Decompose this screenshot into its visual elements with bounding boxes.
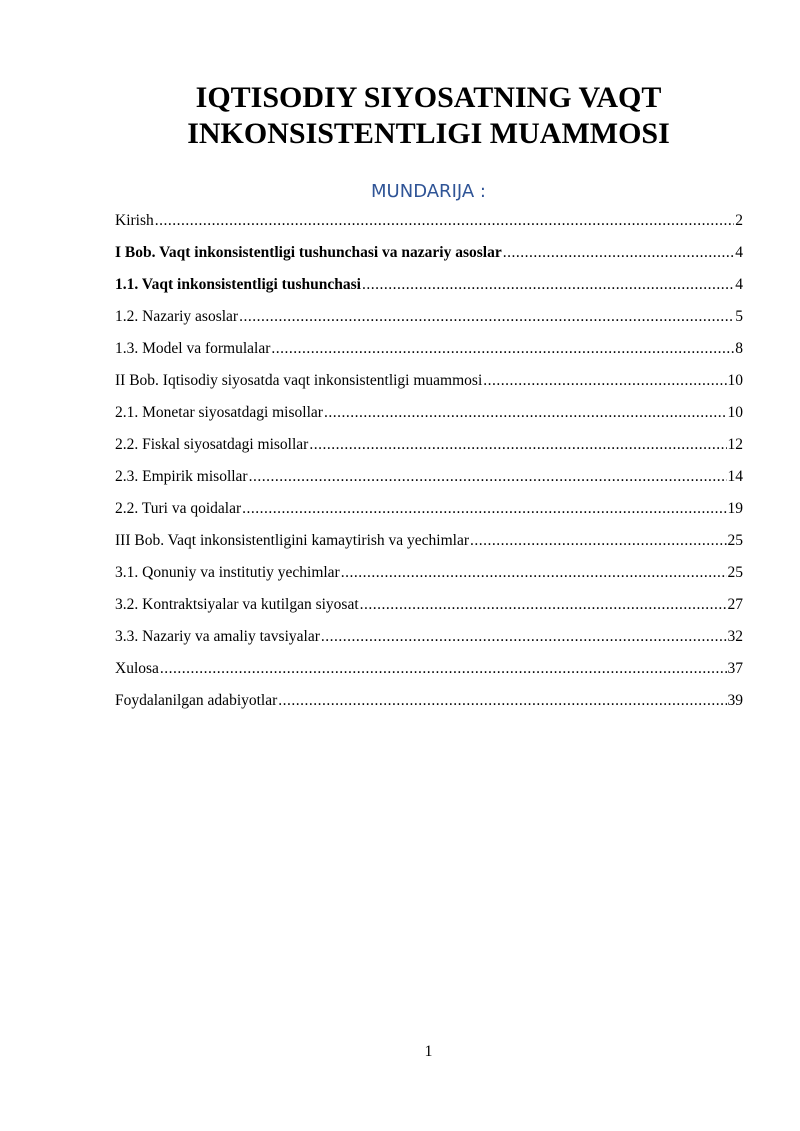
toc-dot-leader <box>503 239 735 267</box>
toc-entry[interactable] <box>115 655 743 687</box>
toc-entry-label: 2.2. Turi va qoidalar <box>115 500 242 517</box>
toc-entry-label: II Bob. Iqtisodiy siyosatda vaqt inkonsistentligi muammosi <box>115 372 483 389</box>
toc-dot-leader <box>360 591 727 619</box>
toc-dot-leader <box>271 335 734 363</box>
toc-entry-label: I Bob. Vaqt inkonsistentligi tushunchasi va nazariy asoslar <box>115 244 502 261</box>
toc-entry[interactable] <box>115 463 743 495</box>
toc-entry-label: 2.3. Empirik misollar <box>115 468 248 485</box>
toc-entry-label: 1.2. Nazariy asoslar <box>115 308 239 325</box>
toc-dot-leader <box>470 527 726 555</box>
toc-dot-leader <box>321 623 727 651</box>
toc-entry-page: 37 <box>727 660 743 677</box>
toc-entry-label: Xulosa <box>115 660 159 677</box>
page-number: 1 <box>424 1043 433 1060</box>
title-line-2: INKONSISTENTLIGI MUAMMOSI <box>187 117 670 150</box>
title-line-1: IQTISODIY SIYOSATNING VAQT <box>195 81 662 114</box>
toc-entry-page: 32 <box>727 628 743 645</box>
toc-entry[interactable] <box>115 207 743 239</box>
toc-entry-page: 4 <box>735 244 743 261</box>
toc-entry-label: Kirish <box>115 212 154 229</box>
toc-entry[interactable] <box>115 527 743 559</box>
toc-entry-label: 1.1. Vaqt inkonsistentligi tushunchasi <box>115 276 361 293</box>
toc-entry-page: 25 <box>727 564 743 581</box>
toc-entry-label: 3.1. Qonuniy va institutiy yechimlar <box>115 564 340 581</box>
toc-entry-page: 10 <box>727 404 743 421</box>
toc-dot-leader <box>242 495 726 523</box>
toc-entry-page: 14 <box>727 468 743 485</box>
toc-entry-label: Foydalanilgan adabiyotlar <box>115 692 278 709</box>
document-title <box>115 80 742 152</box>
toc-dot-leader <box>341 559 727 587</box>
toc-dot-leader <box>249 463 727 491</box>
toc-entry-page: 12 <box>727 436 743 453</box>
toc-dot-leader <box>324 399 727 427</box>
toc-entry-label: III Bob. Vaqt inkonsistentligini kamaytirish va yechimlar <box>115 532 470 549</box>
toc-dot-leader <box>309 431 726 459</box>
toc-entry-page: 10 <box>727 372 743 389</box>
toc-dot-leader <box>483 367 726 395</box>
toc-entry[interactable] <box>115 239 743 271</box>
toc-entry-label: 2.1. Monetar siyosatdagi misollar <box>115 404 323 421</box>
toc-entry[interactable] <box>115 623 743 655</box>
toc-entry-label: 1.3. Model va formulalar <box>115 340 271 357</box>
toc-entry-page: 4 <box>735 276 743 293</box>
toc-entry-page: 2 <box>735 212 743 229</box>
toc-entry-label: 2.2. Fiskal siyosatdagi misollar <box>115 436 309 453</box>
toc-dot-leader <box>160 655 727 683</box>
toc-entry[interactable] <box>115 399 743 431</box>
toc-entry[interactable] <box>115 367 743 399</box>
toc-entry-label: 3.3. Nazariy va amaliy tavsiyalar <box>115 628 320 645</box>
toc-entry-page: 19 <box>727 500 743 517</box>
toc-dot-leader <box>278 687 726 715</box>
toc-entry-page: 5 <box>735 308 743 325</box>
toc-dot-leader <box>362 271 734 299</box>
toc-entry-page: 27 <box>727 596 743 613</box>
toc-entry[interactable] <box>115 495 743 527</box>
toc-entry[interactable] <box>115 335 743 367</box>
table-of-contents <box>115 207 743 719</box>
toc-entry[interactable] <box>115 303 743 335</box>
toc-entry[interactable] <box>115 431 743 463</box>
toc-entry[interactable] <box>115 591 743 623</box>
toc-entry[interactable] <box>115 559 743 591</box>
toc-heading: MUNDARIJA : <box>371 181 486 202</box>
toc-dot-leader <box>239 303 734 331</box>
toc-entry[interactable] <box>115 271 743 303</box>
toc-dot-leader <box>155 207 735 235</box>
toc-entry-page: 39 <box>727 692 743 709</box>
toc-entry-label: 3.2. Kontraktsiyalar va kutilgan siyosat <box>115 596 359 613</box>
toc-entry-page: 25 <box>727 532 743 549</box>
toc-entry-page: 8 <box>735 340 743 357</box>
toc-entry[interactable] <box>115 687 743 719</box>
